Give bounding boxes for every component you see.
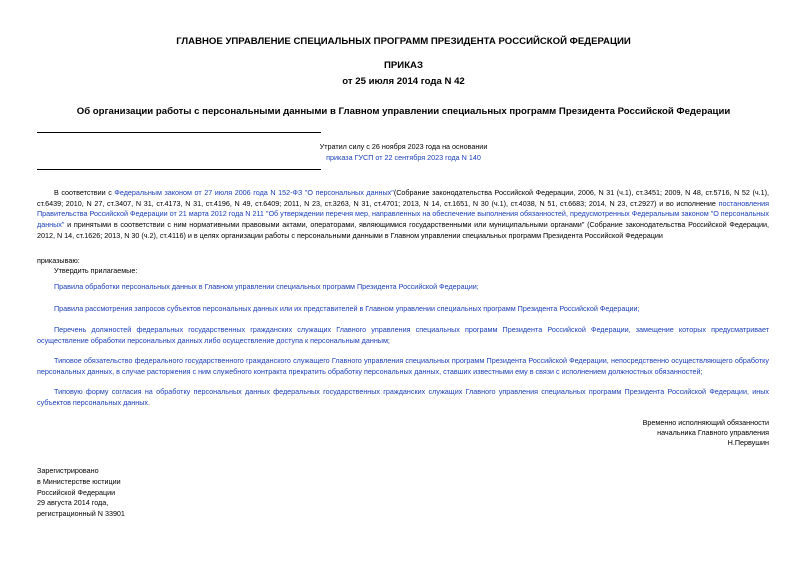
federal-law-link[interactable]: Федеральным законом от 27 июля 2006 года N 152-ФЗ "О персональных данных" (114, 188, 394, 197)
preamble-prefix: В соответствии с (54, 188, 115, 197)
preamble-suffix: и принятыми в соответствии с ним нормативными правовыми актами, операторами, являющимися государственными или муниципальными органами" (Собрание законодательства Российской Федерации, 2012, N 14, ст.1626; 2013, N 30 (ч.2), ст.4116) и в целях организации работы с персональными данными в Главном управлении специальных программ Президента Российской Федерации (37, 220, 769, 240)
preamble-middle: (Собрание законодательства Российской Федерации, 2006, N 31 (ч.1), ст.3451; 2009, N 48, ст.5716, N 52 (ч.1), ст.6439; 2010, N 27, ст.3407, N 31, ст.4173, N 31, ст.4196, N 49, ст.6409; 2011, N 23, ст.3263, N 31, ст.4701; 2013, N 14, ст.1651, N 30 (ч.1), ст.4038, N 51, ст.6683; 2014, N 23, ст.2927) и во исполнение (37, 188, 769, 208)
signatory-title-line2: начальника Главного управления (657, 428, 769, 437)
approved-item (37, 387, 769, 408)
issuing-organization: ГЛАВНОЕ УПРАВЛЕНИЕ СПЕЦИАЛЬНЫХ ПРОГРАММ ПРЕЗИДЕНТА РОССИЙСКОЙ ФЕДЕРАЦИИ (176, 36, 631, 47)
item-link-consent-form[interactable]: Типовую форму согласия на обработку персональных данных федеральных государственных гражданских служащих Главного управления специальных программ Президента Российской Федерации, иных субъектов персональных данных. (37, 387, 769, 407)
order-word: приказываю: (37, 256, 80, 265)
item-link-positions-list[interactable]: Перечень должностей федеральных государственных гражданских служащих Главного управления специальных программ Президента Российской Федерации, замещение которых предусматривает осуществление обработки персональных данных либо осуществление доступа к персональным данным; (37, 325, 769, 345)
approved-item (37, 325, 769, 346)
signatory-name: Н.Первушин (727, 438, 769, 447)
divider-top (37, 132, 321, 133)
approved-item (37, 304, 769, 315)
document-subject: Об организации работы с персональными данными в Главном управлении специальных программ Президента Российской Федерации (76, 106, 731, 117)
registration-number: регистрационный N 33901 (37, 509, 125, 518)
government-decree-link[interactable]: постановления Правительства Российской Федерации от 21 марта 2012 года N 211 "Об утверждении перечня мер, направленных на обеспечение выполнения обязанностей, предусмотренных Федеральным законом "О персональных данных" (37, 198, 769, 230)
registration-line: в Министерстве юстиции (37, 477, 121, 486)
approve-statement: Утвердить прилагаемые: (54, 266, 138, 275)
registration-line: Зарегистрировано (37, 466, 99, 475)
item-link-typical-obligation[interactable]: Типовое обязательство федерального государственного гражданского служащего Главного управления специальных программ Президента Российской Федерации, непосредственно осуществляющего обработку персональных данных, в случае расторжения с ним служебного контракта прекратить обработку персональных данных, ставших известными ему в связи с исполнением должностных обязанностей; (37, 356, 769, 376)
signatory-title-line1: Временно исполняющий обязанности (642, 418, 769, 427)
lost-force-note: Утратил силу с 26 ноября 2023 года на основании (319, 142, 488, 151)
approved-item (37, 282, 769, 293)
registration-date: 29 августа 2014 года, (37, 498, 109, 507)
document-date-number: от 25 июля 2014 года N 42 (342, 76, 465, 87)
lost-force-link[interactable]: приказа ГУСП от 22 сентября 2023 года N 140 (326, 153, 481, 162)
document-type: ПРИКАЗ (384, 60, 423, 71)
item-link-processing-rules[interactable]: Правила обработки персональных данных в Главном управлении специальных программ Президента Российской Федерации; (54, 282, 479, 291)
approved-item (37, 356, 769, 377)
lost-force-link-line (0, 152, 807, 164)
preamble-paragraph (37, 188, 769, 242)
registration-line: Российской Федерации (37, 488, 116, 497)
divider-bottom (37, 169, 321, 170)
item-link-request-rules[interactable]: Правила рассмотрения запросов субъектов персональных данных или их представителей в Главном управлении специальных программ Президента Российской Федерации; (54, 304, 640, 313)
